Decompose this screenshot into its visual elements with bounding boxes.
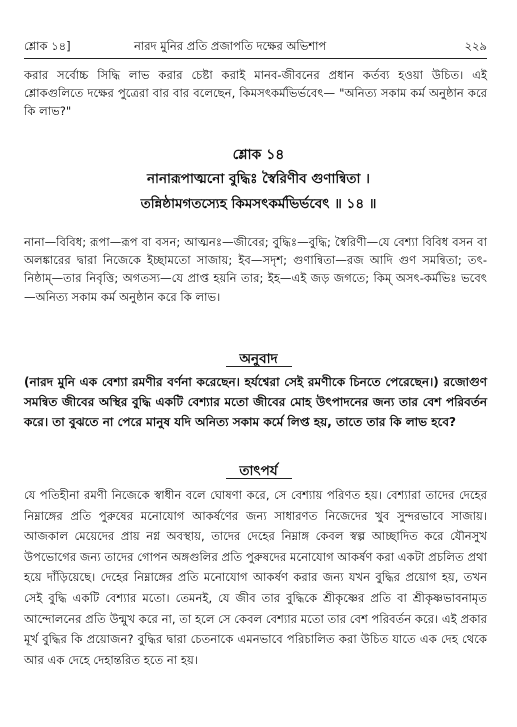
header-rule (24, 58, 487, 59)
header-chapter-title: নারদ মুনির প্রতি প্রজাপতি দক্ষের অভিশাপ (134, 39, 327, 53)
shloka-title: শ্লোক ১৪ (232, 147, 285, 163)
verse-line-1: নানারূপাত্মনো বুদ্ধিঃ স্বৈরিণীব গুণান্বিতা । (147, 171, 370, 187)
running-header (24, 38, 487, 58)
verse-line-2: তন্নিষ্ঠামগতস্যেহ কিমসৎকর্মভির্ভবেৎ ॥ ১৪ ॥ (140, 196, 377, 212)
translation-heading-underline (226, 366, 292, 367)
translation-paragraph: (নারদ মুনি এক বেশ্যা রমণীর বর্ণনা করেছেন। হর্যশ্বেরা সেই রমণীকে চিনতে পেরেছেন।) রজোগুণ সমন্বিত জীবের অস্থির বুদ্ধি একটি বেশ্যার মতো জীবের মোহ উৎপাদনের জন্য তার বেশ পরিবর্তন করে। তা বুঝতে না পেরে মানুষ যদি অনিত্য সকাম কর্মে লিপ্ত হয়, তাতে তার কি লাভ হবে? (24, 375, 487, 429)
purport-heading-underline (226, 478, 292, 479)
intro-paragraph: করার সর্বোচ্চ সিদ্ধি লাভ করার চেষ্টা করাই মানব-জীবনের প্রধান কর্তব্য হওয়া উচিত। এই শ্লোকগুলিতে দক্ষের পুত্রেরা বার বার বলেছেন, কিমসৎকর্মভির্ভবেৎ— "অনিত্য সকাম কর্ম অনুষ্ঠান করে কি লাভ?" (24, 68, 487, 119)
translation-heading: অনুবাদ (239, 351, 278, 367)
synonyms-paragraph: নানা—বিবিধ; রূপা—রূপ বা বসন; আত্মনঃ—জীবের; বুদ্ধিঃ—বুদ্ধি; স্বৈরিণী—যে বেশ্যা বিবিধ বসন বা অলঙ্কারের দ্বারা নিজেকে ইচ্ছামতো সাজায়; ইব—সদৃশ; গুণান্বিতা—রজ আদি গুণ সমন্বিতা; তৎ-নিষ্ঠাম্—তার নিবৃত্তি; অগতস্য—যে প্রাপ্ত হয়নি তার; ইহ—এই জড় জগতে; কিম্ অসৎ-কর্মভিঃ ভবেৎ—অনিত্য সকাম কর্ম অনুষ্ঠান করে কি লাভ। (24, 235, 487, 304)
purport-paragraph: যে পতিহীনা রমণী নিজেকে স্বাধীন বলে ঘোষণা করে, সে বেশ্যায় পরিণত হয়। বেশ্যারা তাদের দেহের নিম্নাঙ্গের প্রতি পুরুষের মনোযোগ আকর্ষণের জন্য সাধারণত নিজেদের খুব সুন্দরভাবে সাজায়। আজকাল মেয়েদের প্রায় নগ্ন অবস্থায়, তাদের দেহের নিম্নাঙ্গ কেবল স্বল্প আচ্ছাদিত করে যৌনসুখ উপভোগের জন্য তাদের গোপন অঙ্গগুলির প্রতি পুরুষদের মনোযোগ আকর্ষণ করা একটা প্রচলিত প্রথা হয়ে দাঁড়িয়েছে। দেহের নিম্নাঙ্গের প্রতি মনোযোগ আকর্ষণ করার জন্য যখন বুদ্ধির প্রয়োগ হয়, তখন সেই বুদ্ধি একটি বেশ্যার মতো। তেমনই, যে জীব তার বুদ্ধিকে শ্রীকৃষ্ণের প্রতি বা শ্রীকৃষ্ণভাবনামৃত আন্দোলনের প্রতি উন্মুখ করে না, তা হলে সে কেবল বেশ্যার মতো তার বেশ পরিবর্তন করে। এই প্রকার মূর্খ বুদ্ধির কি প্রয়োজন? বুদ্ধির দ্বারা চেতনাকে এমনভাবে পরিচালিত করা উচিত যাতে এক দেহ থেকে আর এক দেহে দেহান্তরিত হতে না হয়। (24, 488, 487, 667)
header-verse-ref: শ্লোক ১৪] (24, 39, 71, 53)
purport-heading: তাৎপর্য (239, 463, 278, 479)
page-number: ২২৯ (464, 39, 487, 53)
